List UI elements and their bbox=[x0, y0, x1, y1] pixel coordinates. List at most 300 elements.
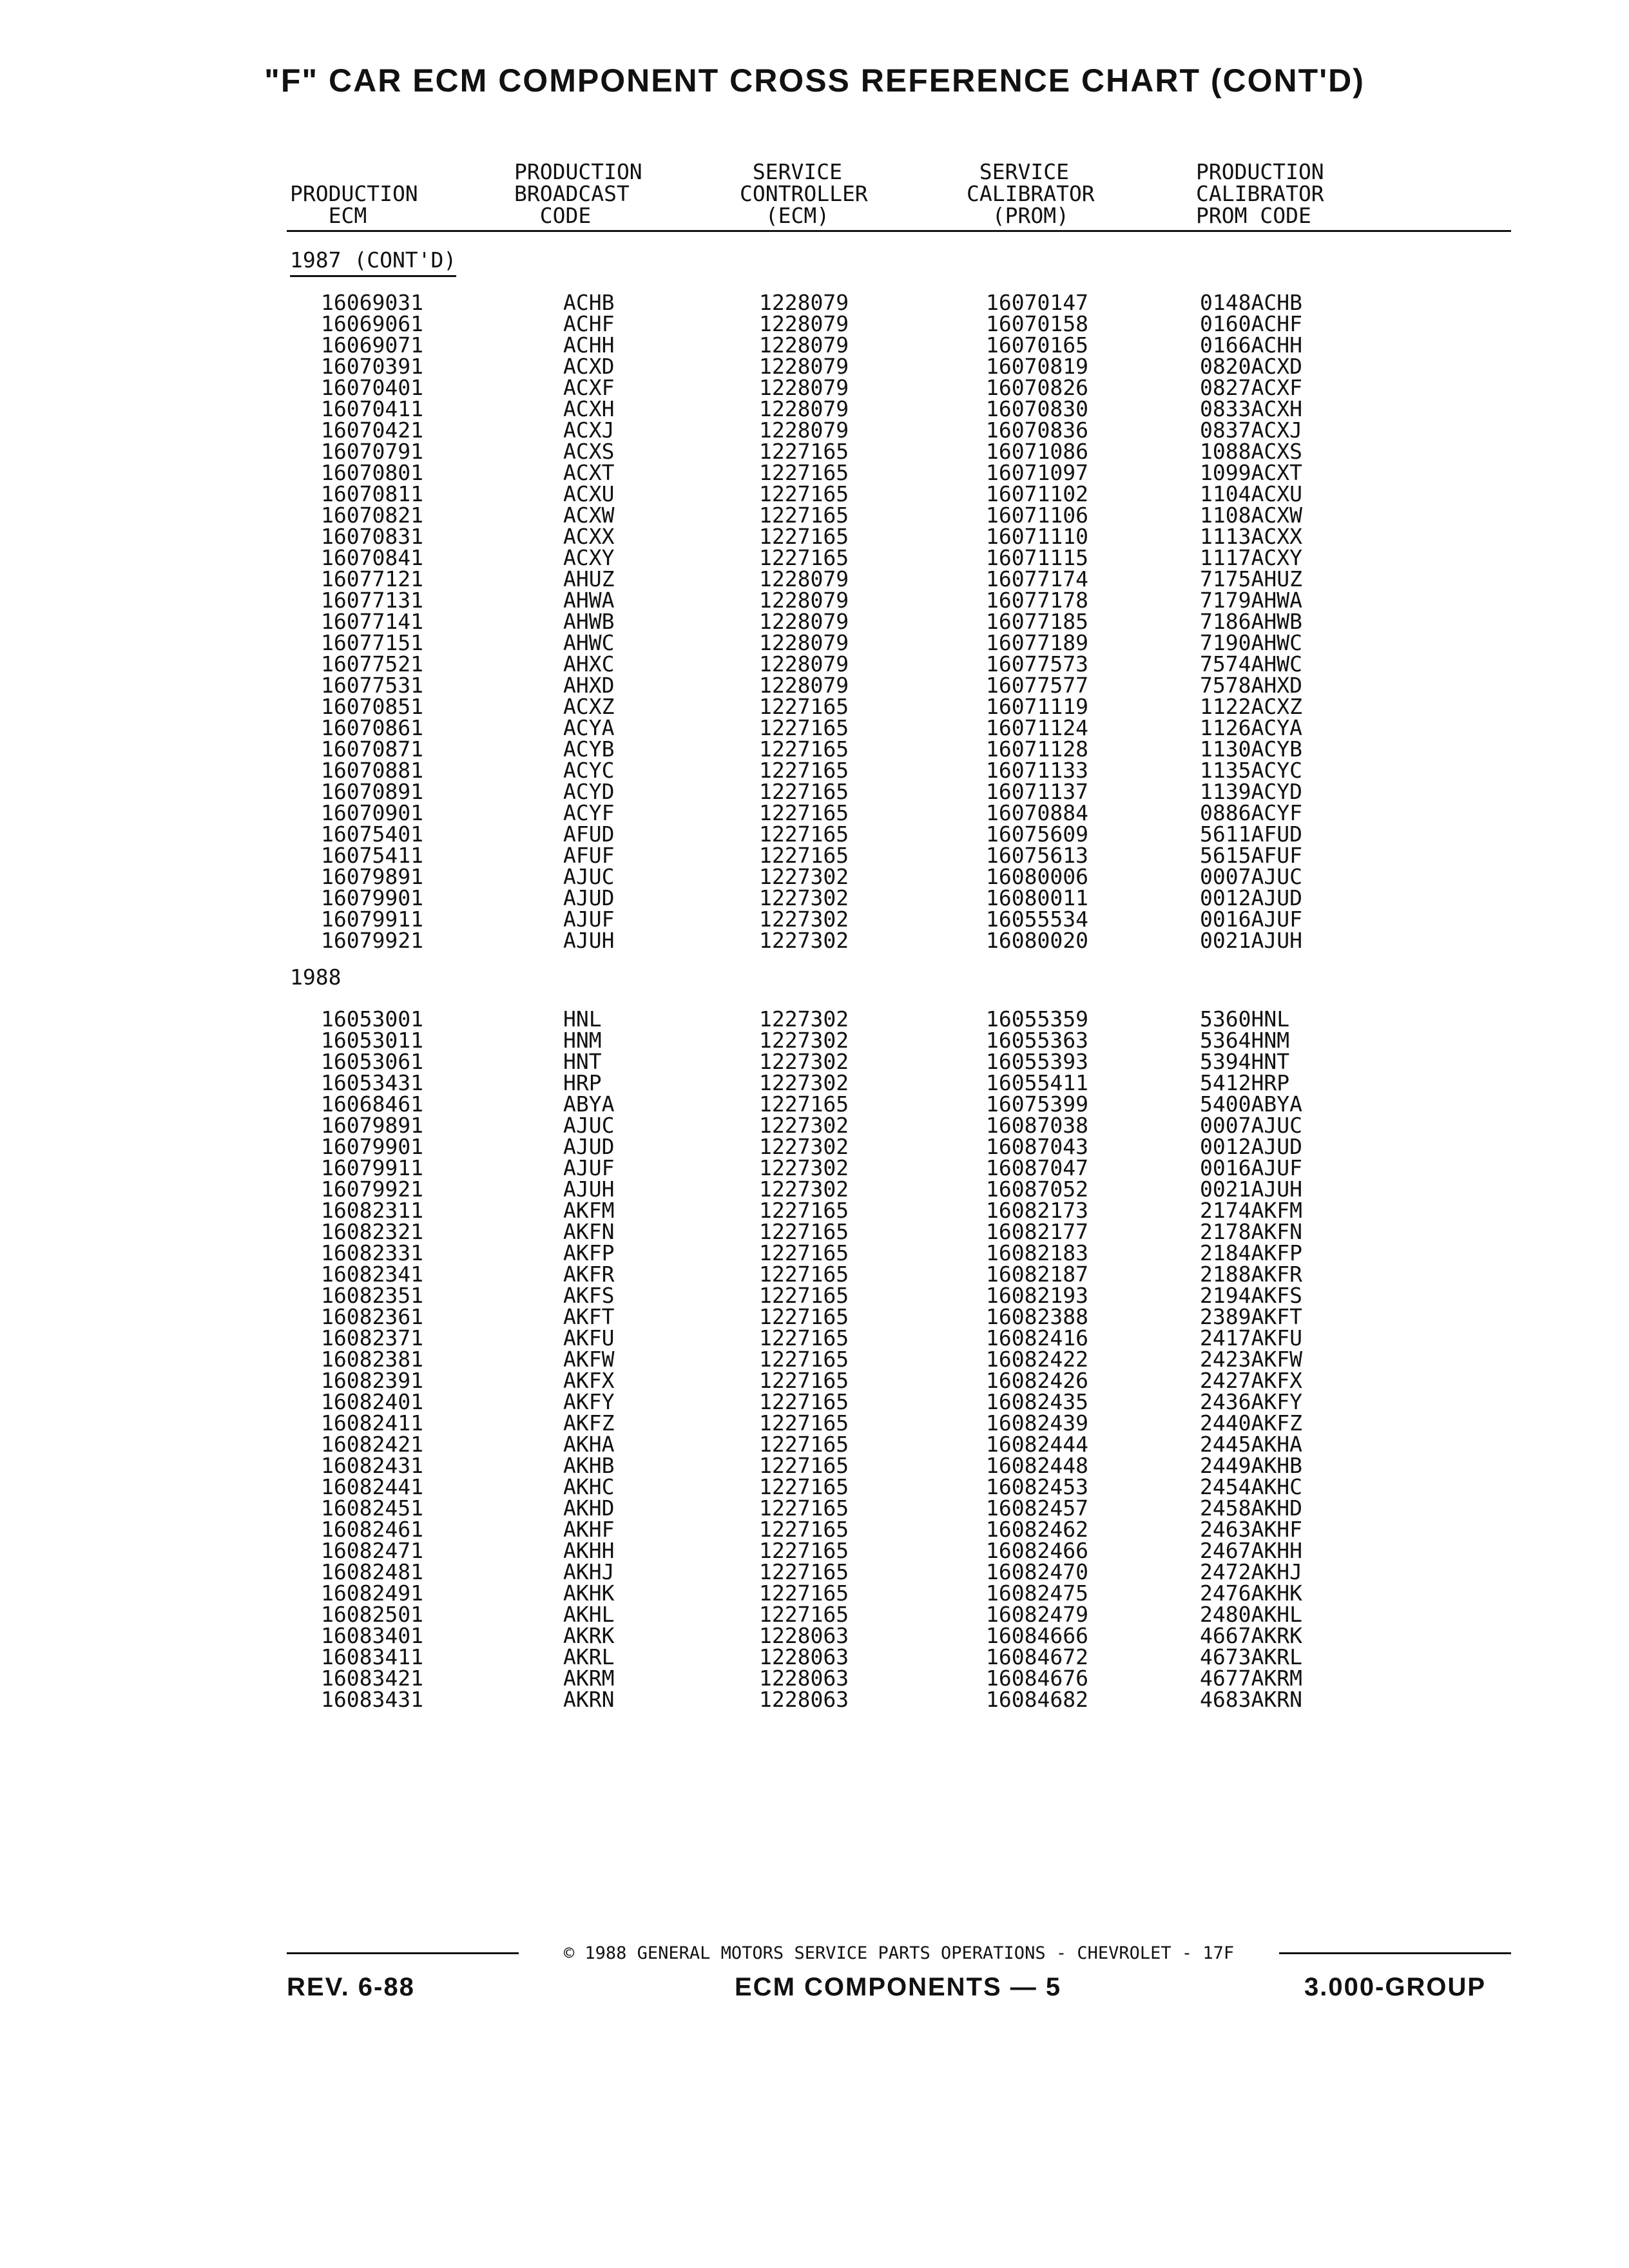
header-production-calibrator-prom-code: PRODUCTION CALIBRATOR PROM CODE bbox=[1196, 159, 1324, 228]
production-ecm-cell: 16053431 bbox=[321, 1070, 423, 1095]
table-row bbox=[0, 1349, 1629, 1370]
broadcast-code-cell: AJUC bbox=[563, 1113, 615, 1138]
table-row bbox=[0, 1242, 1629, 1264]
broadcast-code-cell: ACHB bbox=[563, 290, 615, 315]
production-ecm-cell: 16082411 bbox=[321, 1410, 423, 1436]
table-row bbox=[0, 1157, 1629, 1178]
production-ecm-cell: 16077531 bbox=[321, 673, 423, 698]
prom-code-cell: 2454AKHC bbox=[1200, 1474, 1302, 1499]
service-controller-cell: 1227165 bbox=[759, 800, 849, 825]
prom-code-cell: 5412HRP bbox=[1200, 1070, 1290, 1095]
production-ecm-cell: 16070841 bbox=[321, 545, 423, 570]
production-ecm-cell: 16053001 bbox=[321, 1006, 423, 1032]
table-row bbox=[0, 313, 1629, 334]
service-calibrator-cell: 16071106 bbox=[986, 503, 1088, 528]
prom-code-cell: 2194AKFS bbox=[1200, 1283, 1302, 1308]
production-ecm-cell: 16082321 bbox=[321, 1219, 423, 1244]
broadcast-code-cell: AKHF bbox=[563, 1517, 615, 1542]
prom-code-cell: 2467AKHH bbox=[1200, 1538, 1302, 1563]
service-controller-cell: 1227165 bbox=[759, 1453, 849, 1478]
service-calibrator-cell: 16082462 bbox=[986, 1517, 1088, 1542]
service-calibrator-cell: 16087047 bbox=[986, 1155, 1088, 1180]
service-controller-cell: 1227165 bbox=[759, 1091, 849, 1117]
table-row bbox=[0, 696, 1629, 717]
table-row bbox=[0, 908, 1629, 930]
broadcast-code-cell: AKHC bbox=[563, 1474, 615, 1499]
production-ecm-cell: 16082501 bbox=[321, 1602, 423, 1627]
broadcast-code-cell: ACXH bbox=[563, 396, 615, 421]
prom-code-cell: 2389AKFT bbox=[1200, 1304, 1302, 1329]
production-ecm-cell: 16053011 bbox=[321, 1028, 423, 1053]
service-calibrator-cell: 16082426 bbox=[986, 1368, 1088, 1393]
prom-code-cell: 1126ACYA bbox=[1200, 715, 1302, 740]
service-controller-cell: 1227302 bbox=[759, 1155, 849, 1180]
prom-code-cell: 2463AKHF bbox=[1200, 1517, 1302, 1542]
section-label-1988: 1988 bbox=[290, 965, 342, 990]
prom-code-cell: 0016AJUF bbox=[1200, 907, 1302, 932]
prom-code-cell: 7179AHWA bbox=[1200, 588, 1302, 613]
prom-code-cell: 7578AHXD bbox=[1200, 673, 1302, 698]
broadcast-code-cell: AKHK bbox=[563, 1581, 615, 1606]
table-row bbox=[0, 398, 1629, 419]
table-row bbox=[0, 1200, 1629, 1221]
broadcast-code-cell: AKFU bbox=[563, 1325, 615, 1350]
service-calibrator-cell: 16071110 bbox=[986, 524, 1088, 549]
service-controller-cell: 1227165 bbox=[759, 843, 849, 868]
table-row bbox=[0, 1072, 1629, 1093]
service-calibrator-cell: 16082466 bbox=[986, 1538, 1088, 1563]
prom-code-cell: 0148ACHB bbox=[1200, 290, 1302, 315]
service-calibrator-cell: 16055363 bbox=[986, 1028, 1088, 1053]
table-row bbox=[0, 930, 1629, 951]
service-controller-cell: 1227302 bbox=[759, 1113, 849, 1138]
broadcast-code-cell: ACYA bbox=[563, 715, 615, 740]
production-ecm-cell: 16082351 bbox=[321, 1283, 423, 1308]
service-controller-cell: 1227165 bbox=[759, 1347, 849, 1372]
broadcast-code-cell: HNM bbox=[563, 1028, 602, 1053]
service-calibrator-cell: 16080011 bbox=[986, 885, 1088, 910]
service-calibrator-cell: 16075399 bbox=[986, 1091, 1088, 1117]
prom-code-cell: 1113ACXX bbox=[1200, 524, 1302, 549]
table-row bbox=[0, 356, 1629, 377]
service-controller-cell: 1228079 bbox=[759, 566, 849, 591]
footer-copyright-line bbox=[287, 1940, 1511, 1966]
service-controller-cell: 1227165 bbox=[759, 1219, 849, 1244]
prom-code-cell: 4677AKRM bbox=[1200, 1666, 1302, 1691]
prom-code-cell: 2417AKFU bbox=[1200, 1325, 1302, 1350]
broadcast-code-cell: ACXU bbox=[563, 481, 615, 506]
production-ecm-cell: 16082341 bbox=[321, 1262, 423, 1287]
prom-code-cell: 1122ACXZ bbox=[1200, 694, 1302, 719]
table-row bbox=[0, 292, 1629, 313]
service-controller-cell: 1227165 bbox=[759, 1240, 849, 1265]
service-controller-cell: 1227165 bbox=[759, 715, 849, 740]
broadcast-code-cell: ABYA bbox=[563, 1091, 615, 1117]
service-calibrator-cell: 16071137 bbox=[986, 779, 1088, 804]
header-rule bbox=[287, 230, 1511, 232]
service-controller-cell: 1227165 bbox=[759, 1432, 849, 1457]
production-ecm-cell: 16070401 bbox=[321, 375, 423, 400]
service-controller-cell: 1227165 bbox=[759, 1325, 849, 1350]
service-controller-cell: 1227165 bbox=[759, 1581, 849, 1606]
prom-code-cell: 2436AKFY bbox=[1200, 1389, 1302, 1414]
service-controller-cell: 1227165 bbox=[759, 1368, 849, 1393]
broadcast-code-cell: AJUD bbox=[563, 1134, 615, 1159]
service-controller-cell: 1227165 bbox=[759, 460, 849, 485]
prom-code-cell: 0160ACHF bbox=[1200, 311, 1302, 336]
table-row bbox=[0, 717, 1629, 738]
prom-code-cell: 7186AHWB bbox=[1200, 609, 1302, 634]
broadcast-code-cell: AKFZ bbox=[563, 1410, 615, 1436]
prom-code-cell: 0833ACXH bbox=[1200, 396, 1302, 421]
service-calibrator-cell: 16084672 bbox=[986, 1644, 1088, 1669]
service-controller-cell: 1227165 bbox=[759, 1517, 849, 1542]
prom-code-cell: 0166ACHH bbox=[1200, 332, 1302, 358]
prom-code-cell: 7190AHWC bbox=[1200, 630, 1302, 655]
table-row bbox=[0, 419, 1629, 441]
production-ecm-cell: 16070791 bbox=[321, 439, 423, 464]
service-calibrator-cell: 16082183 bbox=[986, 1240, 1088, 1265]
table-row bbox=[0, 738, 1629, 760]
production-ecm-cell: 16069061 bbox=[321, 311, 423, 336]
service-controller-cell: 1227165 bbox=[759, 1389, 849, 1414]
service-calibrator-cell: 16082457 bbox=[986, 1495, 1088, 1521]
broadcast-code-cell: AKFR bbox=[563, 1262, 615, 1287]
table-row bbox=[0, 1689, 1629, 1710]
service-controller-cell: 1227302 bbox=[759, 1177, 849, 1202]
table-row bbox=[0, 1285, 1629, 1306]
service-calibrator-cell: 16077185 bbox=[986, 609, 1088, 634]
service-calibrator-cell: 16077174 bbox=[986, 566, 1088, 591]
prom-code-cell: 4673AKRL bbox=[1200, 1644, 1302, 1669]
prom-code-cell: 7574AHWC bbox=[1200, 651, 1302, 677]
broadcast-code-cell: HNL bbox=[563, 1006, 602, 1032]
production-ecm-cell: 16070851 bbox=[321, 694, 423, 719]
prom-code-cell: 2480AKHL bbox=[1200, 1602, 1302, 1627]
service-controller-cell: 1228063 bbox=[759, 1687, 849, 1712]
service-controller-cell: 1228079 bbox=[759, 332, 849, 358]
service-calibrator-cell: 16077178 bbox=[986, 588, 1088, 613]
service-controller-cell: 1227165 bbox=[759, 736, 849, 762]
service-calibrator-cell: 16070158 bbox=[986, 311, 1088, 336]
broadcast-code-cell: ACYB bbox=[563, 736, 615, 762]
table-row bbox=[0, 1221, 1629, 1242]
table-row bbox=[0, 377, 1629, 398]
service-calibrator-cell: 16082422 bbox=[986, 1347, 1088, 1372]
broadcast-code-cell: ACXD bbox=[563, 354, 615, 379]
broadcast-code-cell: AHWC bbox=[563, 630, 615, 655]
service-controller-cell: 1227165 bbox=[759, 1410, 849, 1436]
production-ecm-cell: 16082361 bbox=[321, 1304, 423, 1329]
prom-code-cell: 0012AJUD bbox=[1200, 1134, 1302, 1159]
table-row bbox=[0, 1455, 1629, 1476]
broadcast-code-cell: ACYC bbox=[563, 758, 615, 783]
service-calibrator-cell: 16070165 bbox=[986, 332, 1088, 358]
service-calibrator-cell: 16084676 bbox=[986, 1666, 1088, 1691]
broadcast-code-cell: ACXT bbox=[563, 460, 615, 485]
production-ecm-cell: 16069071 bbox=[321, 332, 423, 358]
broadcast-code-cell: AJUH bbox=[563, 928, 615, 953]
production-ecm-cell: 16070391 bbox=[321, 354, 423, 379]
table-row bbox=[0, 1030, 1629, 1051]
service-calibrator-cell: 16070826 bbox=[986, 375, 1088, 400]
service-controller-cell: 1228079 bbox=[759, 630, 849, 655]
production-ecm-cell: 16082371 bbox=[321, 1325, 423, 1350]
prom-code-cell: 4683AKRN bbox=[1200, 1687, 1302, 1712]
production-ecm-cell: 16082471 bbox=[321, 1538, 423, 1563]
prom-code-cell: 0007AJUC bbox=[1200, 1113, 1302, 1138]
broadcast-code-cell: ACHH bbox=[563, 332, 615, 358]
service-controller-cell: 1227165 bbox=[759, 1602, 849, 1627]
table-row bbox=[0, 568, 1629, 590]
table-row bbox=[0, 483, 1629, 505]
broadcast-code-cell: AKHA bbox=[563, 1432, 615, 1457]
table-row bbox=[0, 1625, 1629, 1646]
prom-code-cell: 0820ACXD bbox=[1200, 354, 1302, 379]
production-ecm-cell: 16079891 bbox=[321, 864, 423, 889]
production-ecm-cell: 16079921 bbox=[321, 928, 423, 953]
service-calibrator-cell: 16082177 bbox=[986, 1219, 1088, 1244]
prom-code-cell: 1139ACYD bbox=[1200, 779, 1302, 804]
broadcast-code-cell: AKHB bbox=[563, 1453, 615, 1478]
prom-code-cell: 2449AKHB bbox=[1200, 1453, 1302, 1478]
table-row bbox=[0, 334, 1629, 356]
table-row bbox=[0, 1178, 1629, 1200]
prom-code-cell: 5394HNT bbox=[1200, 1049, 1290, 1074]
service-calibrator-cell: 16087043 bbox=[986, 1134, 1088, 1159]
production-ecm-cell: 16070421 bbox=[321, 418, 423, 443]
prom-code-cell: 7175AHUZ bbox=[1200, 566, 1302, 591]
service-calibrator-cell: 16075609 bbox=[986, 822, 1088, 847]
service-controller-cell: 1227165 bbox=[759, 1198, 849, 1223]
table-row bbox=[0, 1519, 1629, 1540]
service-calibrator-cell: 16055359 bbox=[986, 1006, 1088, 1032]
broadcast-code-cell: AKHD bbox=[563, 1495, 615, 1521]
table-row bbox=[0, 547, 1629, 568]
table-row bbox=[0, 1434, 1629, 1455]
prom-code-cell: 0837ACXJ bbox=[1200, 418, 1302, 443]
broadcast-code-cell: HNT bbox=[563, 1049, 602, 1074]
production-ecm-cell: 16082481 bbox=[321, 1559, 423, 1584]
service-controller-cell: 1227165 bbox=[759, 779, 849, 804]
service-calibrator-cell: 16071102 bbox=[986, 481, 1088, 506]
production-ecm-cell: 16082491 bbox=[321, 1581, 423, 1606]
table-row bbox=[0, 1370, 1629, 1391]
table-row bbox=[0, 760, 1629, 781]
service-calibrator-cell: 16082388 bbox=[986, 1304, 1088, 1329]
production-ecm-cell: 16082401 bbox=[321, 1389, 423, 1414]
prom-code-cell: 5400ABYA bbox=[1200, 1091, 1302, 1117]
service-controller-cell: 1227165 bbox=[759, 439, 849, 464]
table-row bbox=[0, 1540, 1629, 1561]
service-calibrator-cell: 16075613 bbox=[986, 843, 1088, 868]
broadcast-code-cell: AKHL bbox=[563, 1602, 615, 1627]
production-ecm-cell: 16079911 bbox=[321, 907, 423, 932]
table-row bbox=[0, 653, 1629, 675]
table-row bbox=[0, 1412, 1629, 1434]
production-ecm-cell: 16082441 bbox=[321, 1474, 423, 1499]
broadcast-code-cell: AJUF bbox=[563, 1155, 615, 1180]
table-row bbox=[0, 845, 1629, 866]
table-row bbox=[0, 441, 1629, 462]
production-ecm-cell: 16070861 bbox=[321, 715, 423, 740]
prom-code-cell: 0827ACXF bbox=[1200, 375, 1302, 400]
broadcast-code-cell: AHWA bbox=[563, 588, 615, 613]
service-calibrator-cell: 16070830 bbox=[986, 396, 1088, 421]
production-ecm-cell: 16082381 bbox=[321, 1347, 423, 1372]
prom-code-cell: 1104ACXU bbox=[1200, 481, 1302, 506]
service-controller-cell: 1227302 bbox=[759, 1006, 849, 1032]
production-ecm-cell: 16082461 bbox=[321, 1517, 423, 1542]
service-controller-cell: 1227165 bbox=[759, 1474, 849, 1499]
broadcast-code-cell: AKRL bbox=[563, 1644, 615, 1669]
broadcast-code-cell: AJUH bbox=[563, 1177, 615, 1202]
service-controller-cell: 1227302 bbox=[759, 1134, 849, 1159]
broadcast-code-cell: ACXZ bbox=[563, 694, 615, 719]
section-rows-1988 bbox=[0, 1008, 1629, 1710]
prom-code-cell: 2423AKFW bbox=[1200, 1347, 1302, 1372]
table-row bbox=[0, 1582, 1629, 1604]
broadcast-code-cell: AKFT bbox=[563, 1304, 615, 1329]
service-controller-cell: 1227165 bbox=[759, 758, 849, 783]
production-ecm-cell: 16083401 bbox=[321, 1623, 423, 1648]
service-calibrator-cell: 16082187 bbox=[986, 1262, 1088, 1287]
table-row bbox=[0, 1093, 1629, 1115]
table-row bbox=[0, 887, 1629, 908]
table-row bbox=[0, 1327, 1629, 1349]
service-controller-cell: 1227165 bbox=[759, 545, 849, 570]
production-ecm-cell: 16070801 bbox=[321, 460, 423, 485]
broadcast-code-cell: AKFY bbox=[563, 1389, 615, 1414]
broadcast-code-cell: AJUF bbox=[563, 907, 615, 932]
service-calibrator-cell: 16071124 bbox=[986, 715, 1088, 740]
service-calibrator-cell: 16082479 bbox=[986, 1602, 1088, 1627]
service-calibrator-cell: 16071097 bbox=[986, 460, 1088, 485]
prom-code-cell: 5364HNM bbox=[1200, 1028, 1290, 1053]
production-ecm-cell: 16082331 bbox=[321, 1240, 423, 1265]
table-row bbox=[0, 462, 1629, 483]
service-controller-cell: 1228063 bbox=[759, 1644, 849, 1669]
service-controller-cell: 1227165 bbox=[759, 1262, 849, 1287]
prom-code-cell: 1130ACYB bbox=[1200, 736, 1302, 762]
table-row bbox=[0, 1008, 1629, 1030]
service-controller-cell: 1228079 bbox=[759, 375, 849, 400]
service-calibrator-cell: 16077573 bbox=[986, 651, 1088, 677]
prom-code-cell: 2178AKFN bbox=[1200, 1219, 1302, 1244]
section-rows-1987 bbox=[0, 292, 1629, 951]
broadcast-code-cell: ACXS bbox=[563, 439, 615, 464]
production-ecm-cell: 16082451 bbox=[321, 1495, 423, 1521]
broadcast-code-cell: ACXW bbox=[563, 503, 615, 528]
service-calibrator-cell: 16084682 bbox=[986, 1687, 1088, 1712]
service-controller-cell: 1228079 bbox=[759, 651, 849, 677]
production-ecm-cell: 16082421 bbox=[321, 1432, 423, 1457]
broadcast-code-cell: AKFM bbox=[563, 1198, 615, 1223]
table-row bbox=[0, 611, 1629, 632]
production-ecm-cell: 16070831 bbox=[321, 524, 423, 549]
production-ecm-cell: 16077521 bbox=[321, 651, 423, 677]
table-row bbox=[0, 1051, 1629, 1072]
service-calibrator-cell: 16080020 bbox=[986, 928, 1088, 953]
service-calibrator-cell: 16055393 bbox=[986, 1049, 1088, 1074]
service-controller-cell: 1227165 bbox=[759, 694, 849, 719]
broadcast-code-cell: AJUD bbox=[563, 885, 615, 910]
footer-copyright: © 1988 GENERAL MOTORS SERVICE PARTS OPERATIONS - CHEVROLET - 17F bbox=[563, 1943, 1235, 1963]
service-calibrator-cell: 16055411 bbox=[986, 1070, 1088, 1095]
service-controller-cell: 1227165 bbox=[759, 822, 849, 847]
table-row bbox=[0, 1667, 1629, 1689]
production-ecm-cell: 16075401 bbox=[321, 822, 423, 847]
prom-code-cell: 2445AKHA bbox=[1200, 1432, 1302, 1457]
table-row bbox=[0, 1476, 1629, 1497]
table-row bbox=[0, 1561, 1629, 1582]
production-ecm-cell: 16070901 bbox=[321, 800, 423, 825]
production-ecm-cell: 16075411 bbox=[321, 843, 423, 868]
service-calibrator-cell: 16082444 bbox=[986, 1432, 1088, 1457]
production-ecm-cell: 16083431 bbox=[321, 1687, 423, 1712]
production-ecm-cell: 16079911 bbox=[321, 1155, 423, 1180]
prom-code-cell: 2174AKFM bbox=[1200, 1198, 1302, 1223]
production-ecm-cell: 16070821 bbox=[321, 503, 423, 528]
service-controller-cell: 1227302 bbox=[759, 1070, 849, 1095]
prom-code-cell: 1099ACXT bbox=[1200, 460, 1302, 485]
footer-group: 3.000-GROUP bbox=[1304, 1973, 1487, 2001]
service-calibrator-cell: 16082435 bbox=[986, 1389, 1088, 1414]
broadcast-code-cell: AHWB bbox=[563, 609, 615, 634]
table-row bbox=[0, 632, 1629, 653]
service-calibrator-cell: 16077577 bbox=[986, 673, 1088, 698]
service-controller-cell: 1227165 bbox=[759, 1538, 849, 1563]
broadcast-code-cell: ACXJ bbox=[563, 418, 615, 443]
service-controller-cell: 1228063 bbox=[759, 1666, 849, 1691]
header-production-ecm: PRODUCTION ECM bbox=[290, 181, 418, 228]
service-calibrator-cell: 16070884 bbox=[986, 800, 1088, 825]
table-row bbox=[0, 1264, 1629, 1285]
production-ecm-cell: 16070411 bbox=[321, 396, 423, 421]
service-calibrator-cell: 16080006 bbox=[986, 864, 1088, 889]
production-ecm-cell: 16082431 bbox=[321, 1453, 423, 1478]
header-service-calibrator: SERVICE CALIBRATOR (PROM) bbox=[967, 159, 1095, 228]
footer-revision: REV. 6-88 bbox=[287, 1973, 415, 2001]
service-calibrator-cell: 16082453 bbox=[986, 1474, 1088, 1499]
broadcast-code-cell: ACXX bbox=[563, 524, 615, 549]
service-controller-cell: 1227302 bbox=[759, 907, 849, 932]
service-controller-cell: 1228079 bbox=[759, 396, 849, 421]
service-controller-cell: 1227165 bbox=[759, 1495, 849, 1521]
prom-code-cell: 0016AJUF bbox=[1200, 1155, 1302, 1180]
production-ecm-cell: 16053061 bbox=[321, 1049, 423, 1074]
prom-code-cell: 1117ACXY bbox=[1200, 545, 1302, 570]
service-controller-cell: 1228079 bbox=[759, 290, 849, 315]
broadcast-code-cell: AHXC bbox=[563, 651, 615, 677]
table-row bbox=[0, 1497, 1629, 1519]
broadcast-code-cell: AJUC bbox=[563, 864, 615, 889]
broadcast-code-cell: AKRN bbox=[563, 1687, 615, 1712]
service-calibrator-cell: 16070836 bbox=[986, 418, 1088, 443]
table-row bbox=[0, 505, 1629, 526]
prom-code-cell: 2440AKFZ bbox=[1200, 1410, 1302, 1436]
service-calibrator-cell: 16071133 bbox=[986, 758, 1088, 783]
broadcast-code-cell: AKFW bbox=[563, 1347, 615, 1372]
service-calibrator-cell: 16082173 bbox=[986, 1198, 1088, 1223]
service-controller-cell: 1228079 bbox=[759, 609, 849, 634]
header-service-controller: SERVICE CONTROLLER (ECM) bbox=[740, 159, 868, 228]
service-calibrator-cell: 16087052 bbox=[986, 1177, 1088, 1202]
table-row bbox=[0, 823, 1629, 845]
table-row bbox=[0, 590, 1629, 611]
table-row bbox=[0, 1604, 1629, 1625]
prom-code-cell: 0007AJUC bbox=[1200, 864, 1302, 889]
